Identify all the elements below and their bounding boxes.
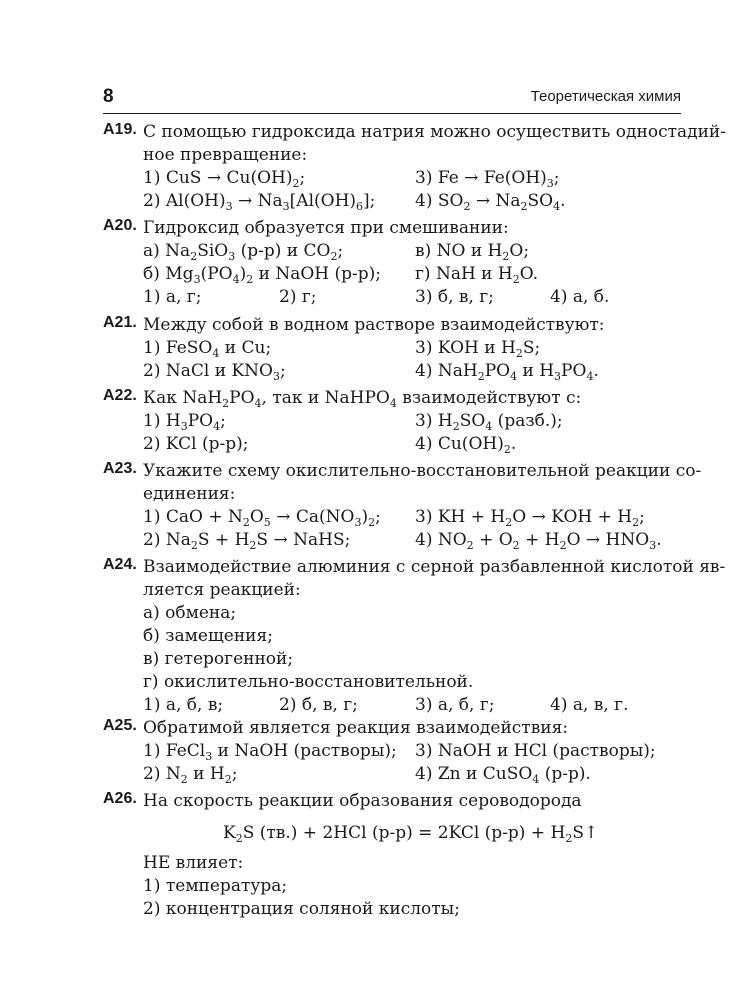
question-stem-line: Взаимодействие алюминия с серной разбавленной кислотой яв- [143, 557, 726, 577]
question-stem-line: На скорость реакции образования сероводорода [143, 791, 582, 811]
list-item: 1) температура; [143, 876, 288, 896]
answer-option: 3) KH + $H_2O$ → KOH + $H_2$; [415, 507, 645, 529]
answer-option: 4) $SO_2 \to Na_2SO_4$. [415, 191, 566, 213]
list-item: в) гетерогенной; [143, 649, 294, 669]
question-stem-line: ляется реакцией: [143, 580, 301, 600]
answer-option: 3) $Fe \to Fe(OH)_3$; [415, 168, 560, 190]
question-stem-line: С помощью гидроксида натрия можно осуществить одностадий- [143, 122, 726, 142]
answer-option: в) NO и $H_2O$; [415, 241, 530, 263]
answer-option: г) NaH и $H_2O$. [415, 264, 539, 286]
answer-option: 1) CaO + $N_2O_5 \to Ca(NO_3)_2$; [143, 507, 381, 529]
answer-option: 4) Zn и CuSO$_4$ (р-р). [415, 764, 591, 786]
answer-option: 4) $NaH_2PO_4$ и $H_3PO_4$. [415, 361, 599, 383]
question-stem-line: Укажите схему окислительно-восстановительной реакции со- [143, 461, 702, 481]
answer-key: 2) г; [279, 287, 317, 307]
question-stem-line: Как $NaH_2PO_4$, так и NaHPO$_4$ взаимодействуют с: [143, 388, 582, 410]
reaction-equation: $K_2S$ (тв.) + 2HCl (р-р) = 2KCl $(р-р) + H_2S↑$ [223, 823, 599, 845]
answer-option: б) $Mg_3(PO_4)_2$ и NaOH (р-р); [143, 264, 382, 286]
question-stem-line: Обратимой является реакция взаимодействия: [143, 718, 569, 738]
question-stem-line: ное превращение: [143, 145, 308, 165]
question-number: A19. [103, 121, 137, 138]
list-item: г) окислительно-восстановительной. [143, 672, 474, 692]
answer-option: 4) $Cu(OH)_2$. [415, 434, 517, 456]
answer-option: 3) $H_2SO_4$ (разб.); [415, 411, 563, 433]
answer-key: 1) а, г; [143, 287, 202, 307]
question-stem-line: единения: [143, 484, 236, 504]
page-header [103, 86, 681, 110]
list-item: б) замещения; [143, 626, 273, 646]
answer-option: 2) NaCl и $KNO_3$; [143, 361, 286, 383]
answer-option: 2) $Al(OH)_3 \to Na_3[Al(OH)_6]$; [143, 191, 376, 213]
answer-option: 3) NaOH и HCl (растворы); [415, 741, 656, 761]
list-item: а) обмена; [143, 603, 237, 623]
question-stem-line: Гидроксид образуется при смешивании: [143, 218, 509, 238]
running-title: Теоретическая химия [530, 88, 681, 105]
answer-key: 4) а, б. [550, 287, 610, 307]
answer-key: 3) б, в, г; [415, 287, 494, 307]
answer-key: 3) а, б, г; [415, 695, 495, 715]
answer-option: 2) KCl (р-р); [143, 434, 249, 454]
answer-option: 3) KOH и $H_2S$; [415, 338, 541, 360]
answer-key: 1) а, б, в; [143, 695, 224, 715]
page-number: 8 [103, 86, 114, 107]
question-number: A25. [103, 717, 137, 734]
question-number: A22. [103, 387, 137, 404]
answer-option: 2) $Na_2S + H_2S$ → NaHS; [143, 530, 351, 552]
answer-option: 1) FeCl$_3$ и NaOH (растворы); [143, 741, 397, 763]
header-rule [103, 113, 681, 114]
question-number: A20. [103, 217, 137, 234]
answer-option: а) $Na_2SiO_3$ (р-р) и $CO_2$; [143, 241, 344, 263]
answer-option: 2) $N_2$ и $H_2$; [143, 764, 238, 786]
question-number: A24. [103, 556, 137, 573]
answer-option: 4) $NO_2 + O_2 + H_2O \to HNO_3$. [415, 530, 662, 552]
question-number: A26. [103, 790, 137, 807]
question-number: A23. [103, 460, 137, 477]
answer-key: 2) б, в, г; [279, 695, 358, 715]
answer-option: 1) FeSO$_4$ и Cu; [143, 338, 272, 360]
answer-option: 1) CuS → $Cu(OH)_2$; [143, 168, 306, 190]
answer-key: 4) а, в, г. [550, 695, 629, 715]
question-stem-line: Между собой в водном растворе взаимодействуют: [143, 315, 605, 335]
question-number: A21. [103, 314, 137, 331]
answer-option: 1) $H_3PO_4$; [143, 411, 226, 433]
list-item: 2) концентрация соляной кислоты; [143, 899, 460, 919]
question-stem-line: НЕ влияет: [143, 853, 244, 873]
